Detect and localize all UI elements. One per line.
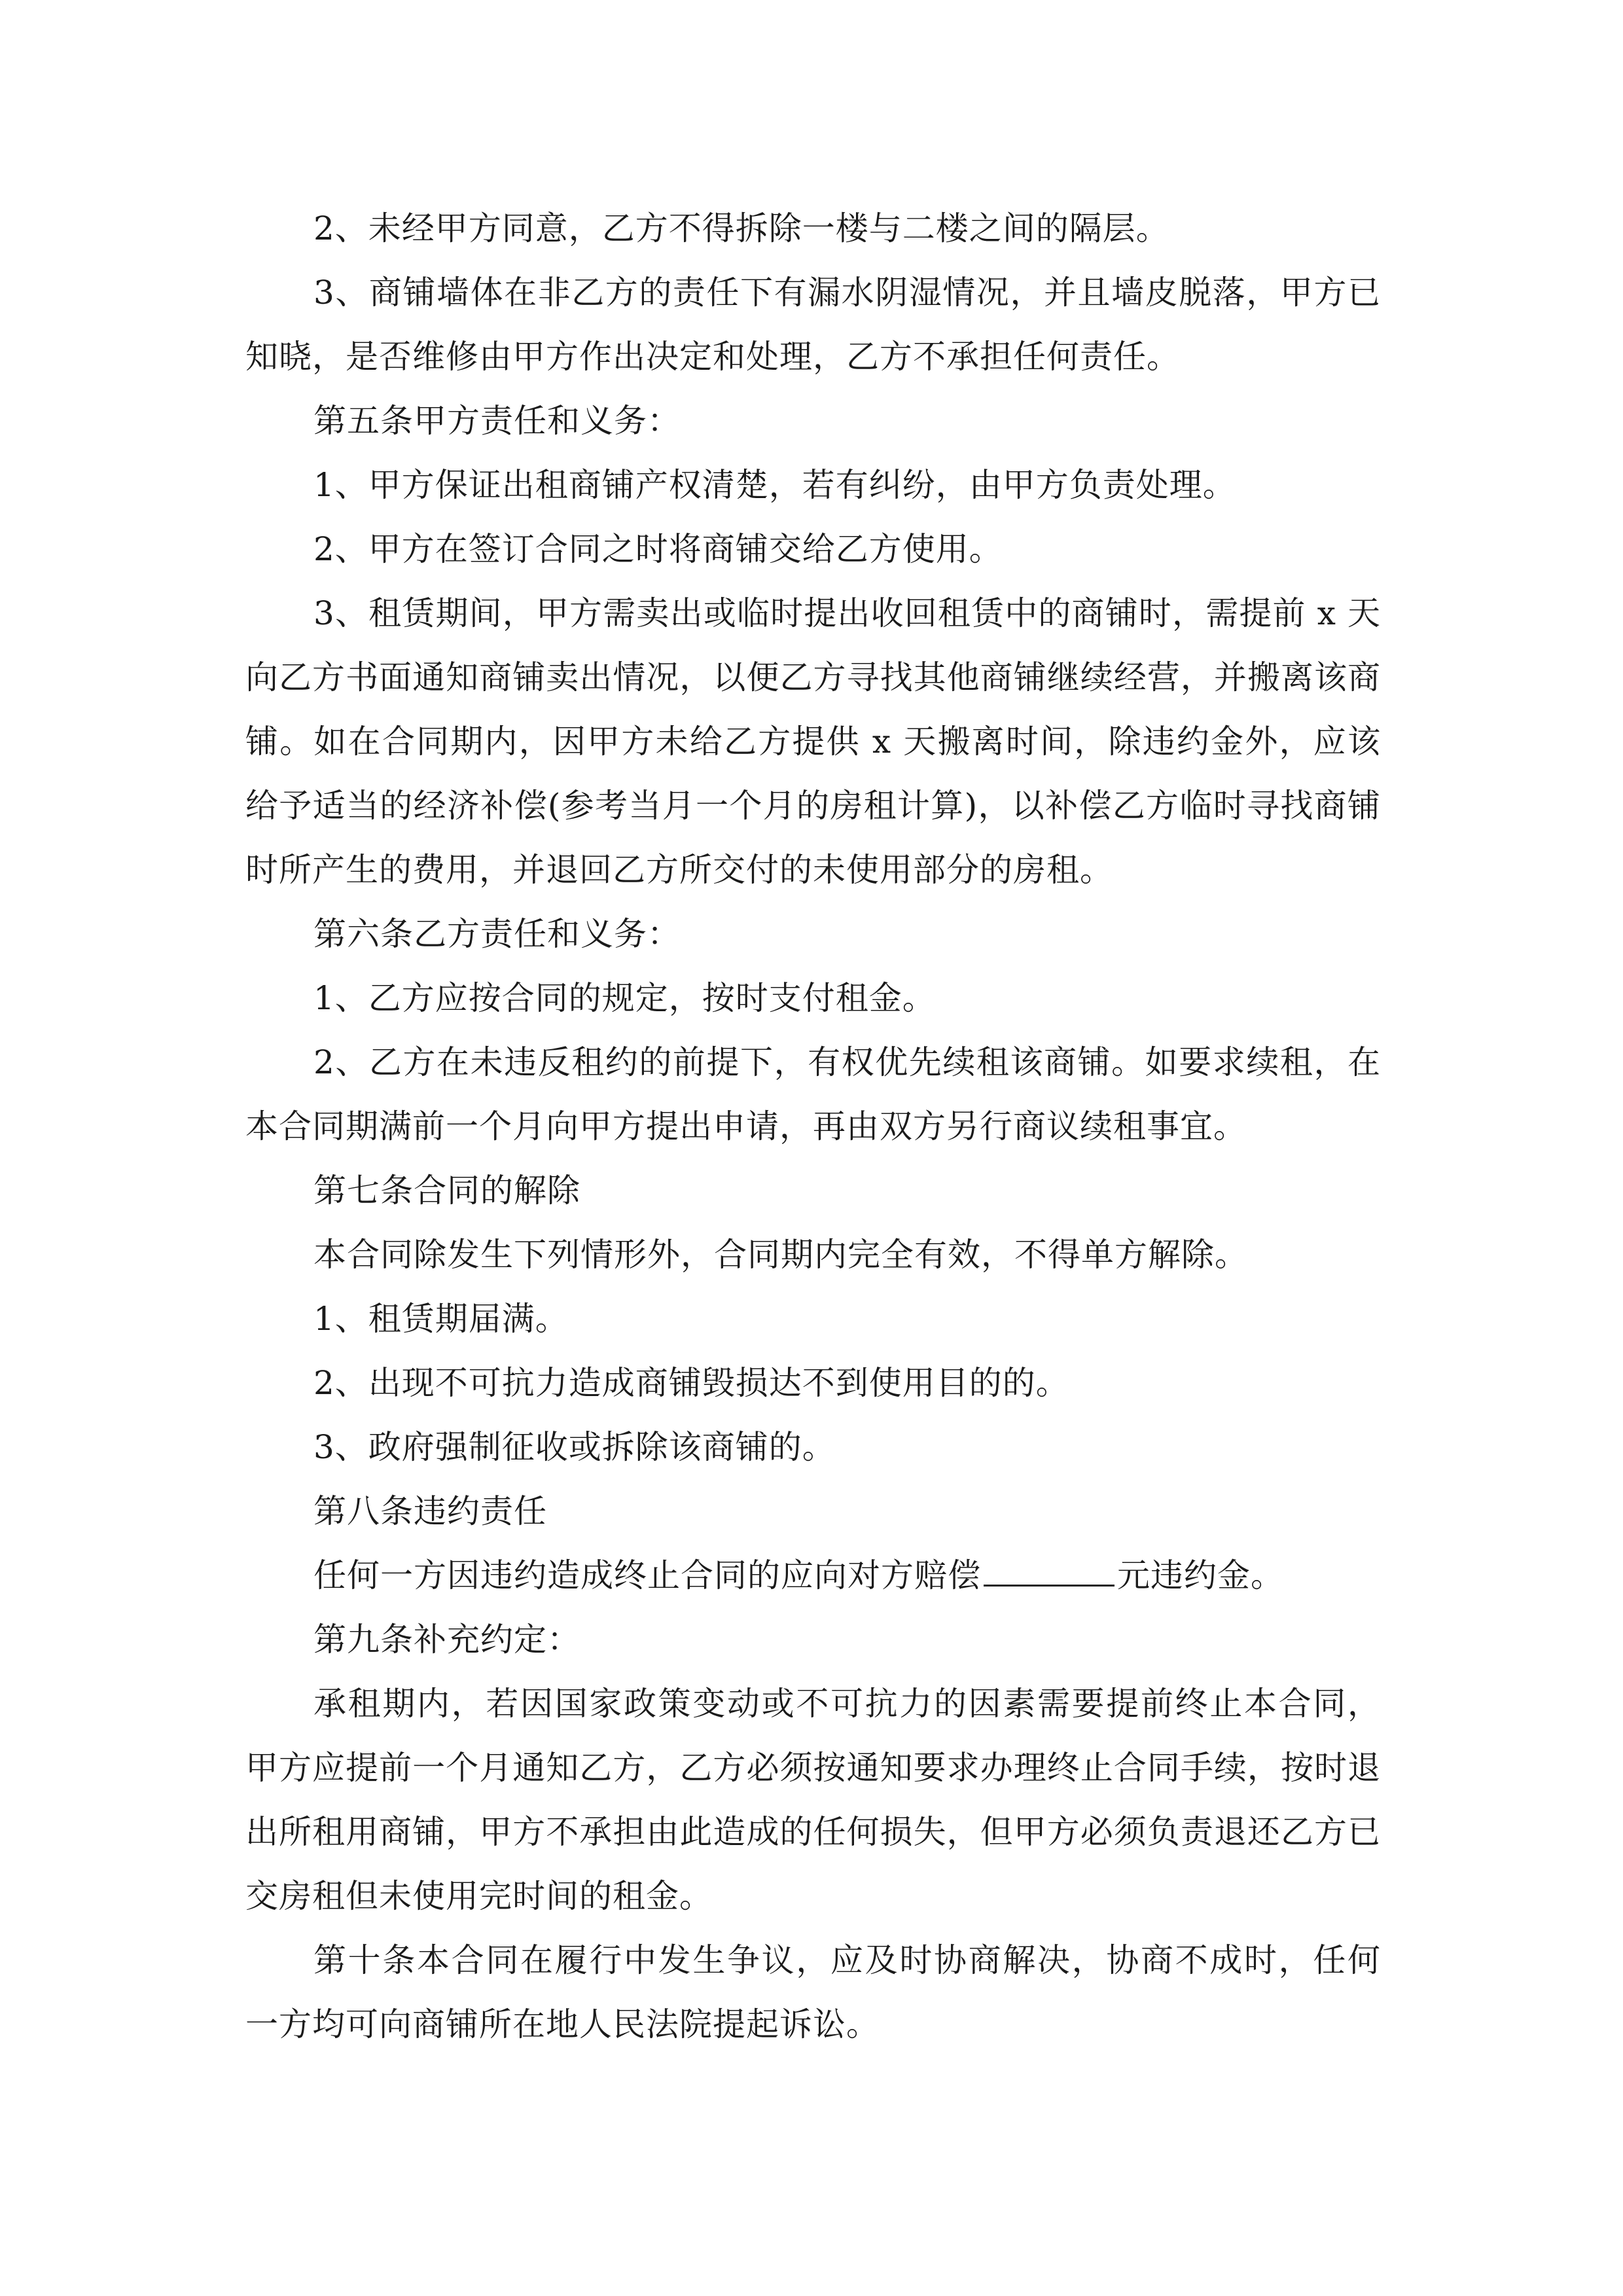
document-body <box>245 196 1381 2056</box>
clause-7-item-1: 1、租赁期届满。 <box>313 1300 569 1338</box>
clause-7-item-3: 3、政府强制征收或拆除该商铺的。 <box>313 1428 836 1466</box>
article-10-text: 第十条本合同在履行中发生争议，应及时协商解决，协商不成时，任何一方均可向商铺所在地人民法院提起诉讼。 <box>245 1941 1381 2043</box>
clause-7-item-2: 2、出现不可抗力造成商铺毁损达不到使用目的的。 <box>313 1364 1069 1402</box>
clause-5-item-2: 2、甲方在签订合同之时将商铺交给乙方使用。 <box>313 530 1003 568</box>
clause-5-item-3: 3、租赁期间，甲方需卖出或临时提出收回租赁中的商铺时，需提前 x 天向乙方书面通知商铺卖出情况，以便乙方寻找其他商铺继续经营，并搬离该商铺。如在合同期内，因甲方未给乙方提供 x 天搬离时间，除违约金外，应该给予适当的经济补偿(参考当月一个月的房租计算)，以补偿乙方临时寻找商铺时所产生的费用，并退回乙方所交付的未使用部分的房租。 <box>245 594 1381 889</box>
article-6-heading: 第六条乙方责任和义务： <box>313 915 681 953</box>
clause-5-item-1: 1、甲方保证出租商铺产权清楚，若有纠纷，由甲方负责处理。 <box>313 466 1236 504</box>
clause-4-item-3: 3、商铺墙体在非乙方的责任下有漏水阴湿情况，并且墙皮脱落，甲方已知晓，是否维修由甲方作出决定和处理，乙方不承担任何责任。 <box>245 274 1381 376</box>
article-5-heading: 第五条甲方责任和义务： <box>313 402 681 440</box>
article-9-heading: 第九条补充约定： <box>313 1621 580 1659</box>
article-7-intro: 本合同除发生下列情形外，合同期内完全有效，不得单方解除。 <box>313 1236 1248 1274</box>
article-9-text: 承租期内，若因国家政策变动或不可抗力的因素需要提前终止本合同，甲方应提前一个月通知乙方，乙方必须按通知要求办理终止合同手续，按时退出所租用商铺，甲方不承担由此造成的任何损失，但甲方必须负责退还乙方已交房租但未使用完时间的租金。 <box>245 1685 1381 1915</box>
penalty-clause <box>245 1543 1381 1607</box>
clause-4-item-2: 2、未经甲方同意，乙方不得拆除一楼与二楼之间的隔层。 <box>313 209 1169 247</box>
penalty-amount-blank <box>984 1549 1115 1587</box>
penalty-clause-suffix: 元违约金。 <box>1117 1556 1284 1594</box>
clause-6-item-1: 1、乙方应按合同的规定，按时支付租金。 <box>313 979 936 1017</box>
clause-6-item-2: 2、乙方在未违反租约的前提下，有权优先续租该商铺。如要求续租，在本合同期满前一个月向甲方提出申请，再由双方另行商议续租事宜。 <box>245 1043 1381 1145</box>
article-7-heading: 第七条合同的解除 <box>313 1172 580 1210</box>
penalty-clause-text: 任何一方因违约造成终止合同的应向对方赔偿 <box>313 1556 981 1594</box>
article-8-heading: 第八条违约责任 <box>313 1492 547 1530</box>
